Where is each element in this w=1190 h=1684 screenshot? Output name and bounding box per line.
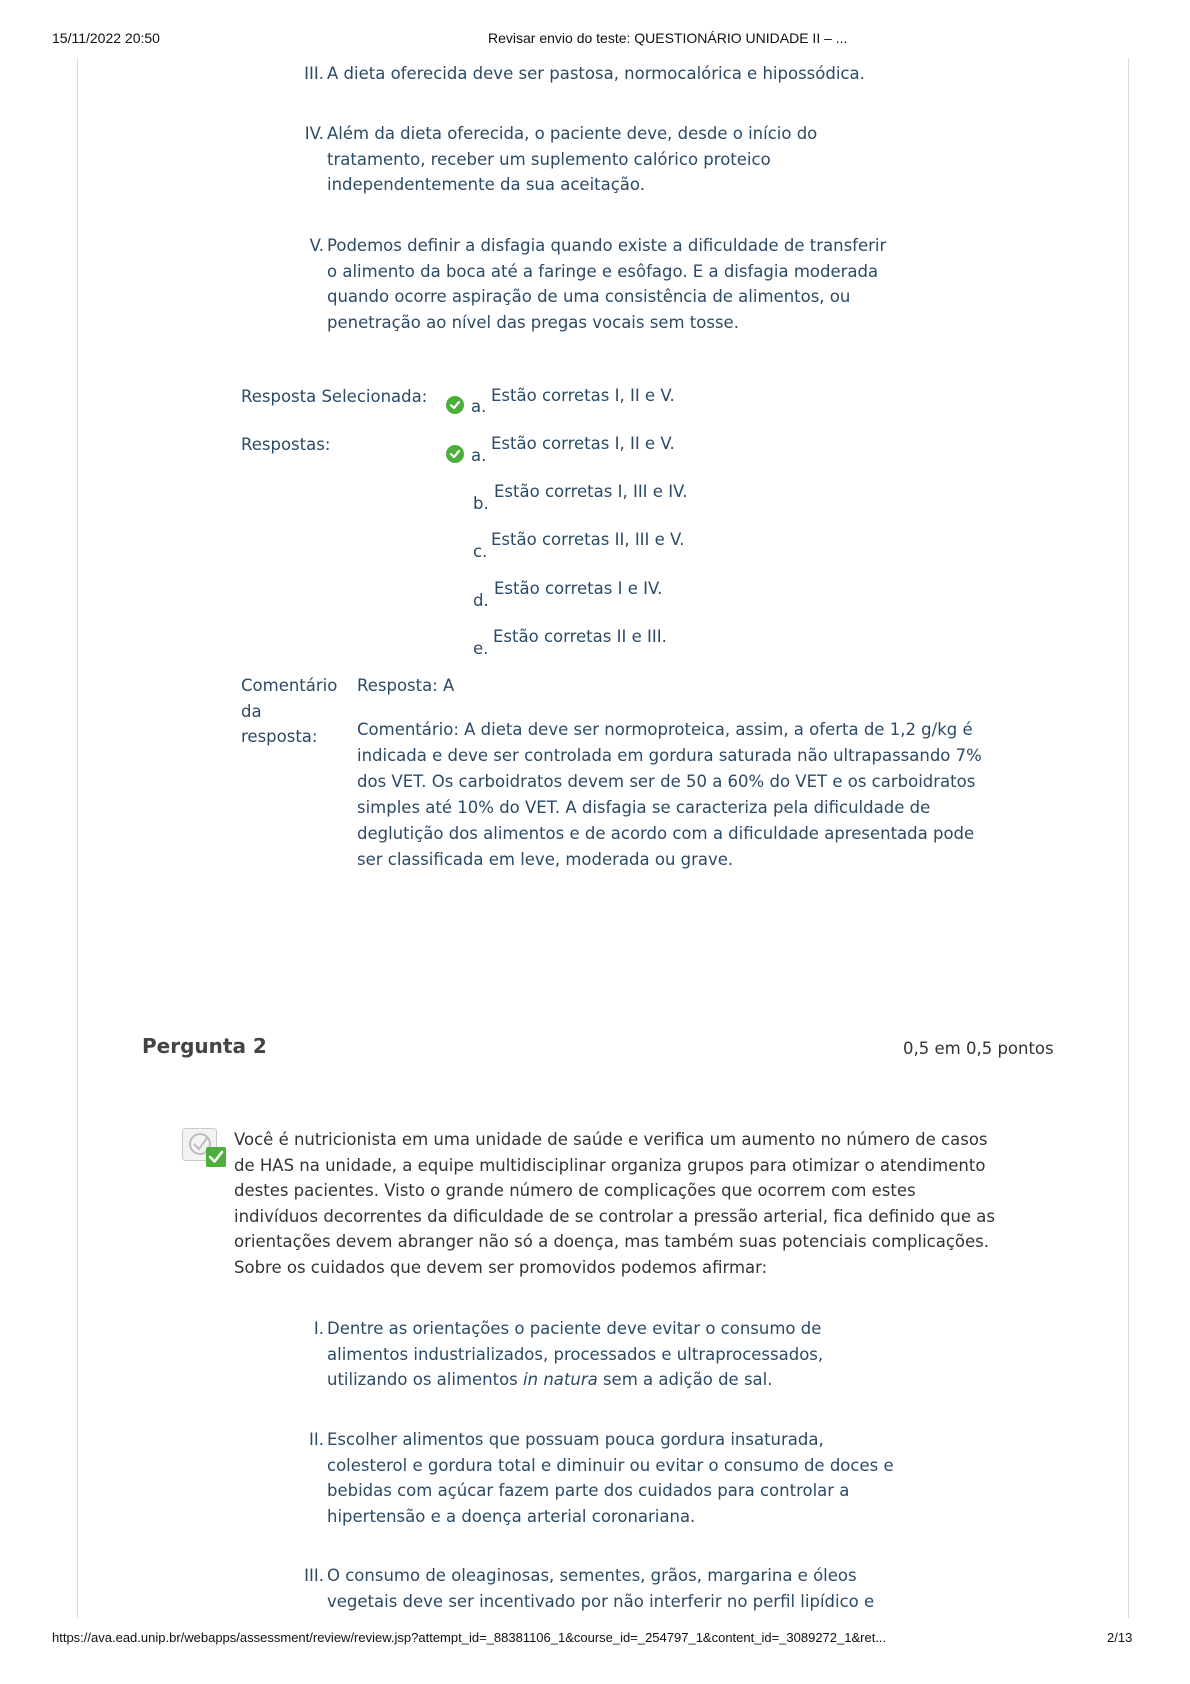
print-page-number: 2/13 xyxy=(1107,1630,1133,1645)
answer-letter: b. xyxy=(473,494,489,513)
question-correct-status-icon xyxy=(182,1128,232,1172)
comment-text: Comentário: A dieta deve ser normoproteica, assim, a oferta de 1,2 g/kg é indicada e deve ser controlada em gordura saturada não ultrapassando 7% dos VET. Os carboidratos devem ser de 50 a 60% do VET e os carboidratos simples até 10% do VET. A disfagia se caracteriza pela dificuldade de deglutição dos alimentos e de acordo com a dificuldade apresentada pode ser classificada em leve, moderada ou grave. xyxy=(357,720,982,869)
q1-item-text: Podemos definir a disfagia quando existe a dificuldade de transferir o alimento da boca até a faringe e esôfago. E a disfagia moderada quando ocorre aspiração de uma consistência de alimentos, ou penetração ao nível das pregas vocais sem tosse. xyxy=(327,236,887,332)
answer-letter: e. xyxy=(473,639,489,658)
print-url: https://ava.ead.unip.br/webapps/assessment/review/review.jsp?attempt_id=_88381106_1&course_id=_254797_1&content_id=_3089272_1&ret... xyxy=(52,1630,887,1645)
answer-option-text: Estão corretas I e IV. xyxy=(494,579,663,598)
answer-letter: a. xyxy=(471,446,487,465)
answer-option-text: Estão corretas II, III e V. xyxy=(491,530,685,549)
q1-item-number: V. xyxy=(309,236,324,255)
q2-item-text: Dentre as orientações o paciente deve evitar o consumo de alimentos industrializados, processados e ultraprocessados, utilizando os alimentos in natura sem a adição de sal. xyxy=(327,1319,824,1389)
answer-letter: c. xyxy=(473,542,488,561)
q1-item-text: Além da dieta oferecida, o paciente deve, desde o início do tratamento, receber um suplemento calórico proteico independentemente da sua aceitação. xyxy=(327,124,818,194)
print-page-title: Revisar envio do teste: QUESTIONÁRIO UNIDADE II – ... xyxy=(488,30,848,46)
q2-item-text: O consumo de oleaginosas, sementes, grãos, margarina e óleos vegetais deve ser incentivado por não interferir no perfil lipídico e xyxy=(327,1566,875,1611)
q2-item-number: I. xyxy=(313,1319,324,1338)
answer-option-text: Estão corretas I, II e V. xyxy=(491,434,675,453)
content-right-border xyxy=(1128,58,1129,1618)
comment-answer: Resposta: A xyxy=(357,676,455,695)
q2-item-number: II. xyxy=(309,1430,324,1449)
q1-item-number: III. xyxy=(304,64,324,83)
answer-letter: d. xyxy=(473,591,489,610)
question-title: Pergunta 2 xyxy=(142,1034,267,1058)
answers-label: Respostas: xyxy=(241,435,331,454)
q1-item-number: IV. xyxy=(304,124,324,143)
correct-check-icon xyxy=(446,445,464,463)
selected-answer-label: Resposta Selecionada: xyxy=(241,387,428,406)
q2-item-text: Escolher alimentos que possuam pouca gordura insaturada, colesterol e gordura total e diminuir ou evitar o consumo de doces e bebidas com açúcar fazem parte dos cuidados para controlar a hipertensão e a doença arterial coronariana. xyxy=(327,1430,894,1526)
q2-item-number: III. xyxy=(304,1566,324,1585)
question-points: 0,5 em 0,5 pontos xyxy=(903,1039,1054,1058)
selected-answer-text: Estão corretas I, II e V. xyxy=(491,386,675,405)
question-stem: Você é nutricionista em uma unidade de saúde e verifica um aumento no número de casos de HAS na unidade, a equipe multidisciplinar organiza grupos para otimizar o atendimento destes pacientes. Visto o grande número de complicações que ocorrem com estes indivíduos decorrentes da dificuldade de se controlar a pressão arterial, fica definido que as orientações devem abranger não só a doença, mas também suas potenciais complicações. Sobre os cuidados que devem ser promovidos podemos afirmar: xyxy=(234,1130,995,1277)
answer-option-text: Estão corretas II e III. xyxy=(493,627,667,646)
comment-label: Comentário da resposta: xyxy=(241,676,338,746)
content-left-border xyxy=(77,58,78,1618)
answer-option-text: Estão corretas I, III e IV. xyxy=(494,482,688,501)
print-datetime: 15/11/2022 20:50 xyxy=(52,30,160,46)
q1-item-text: A dieta oferecida deve ser pastosa, normocalórica e hipossódica. xyxy=(327,64,865,83)
correct-check-icon xyxy=(446,396,464,414)
selected-answer-letter: a. xyxy=(471,397,487,416)
